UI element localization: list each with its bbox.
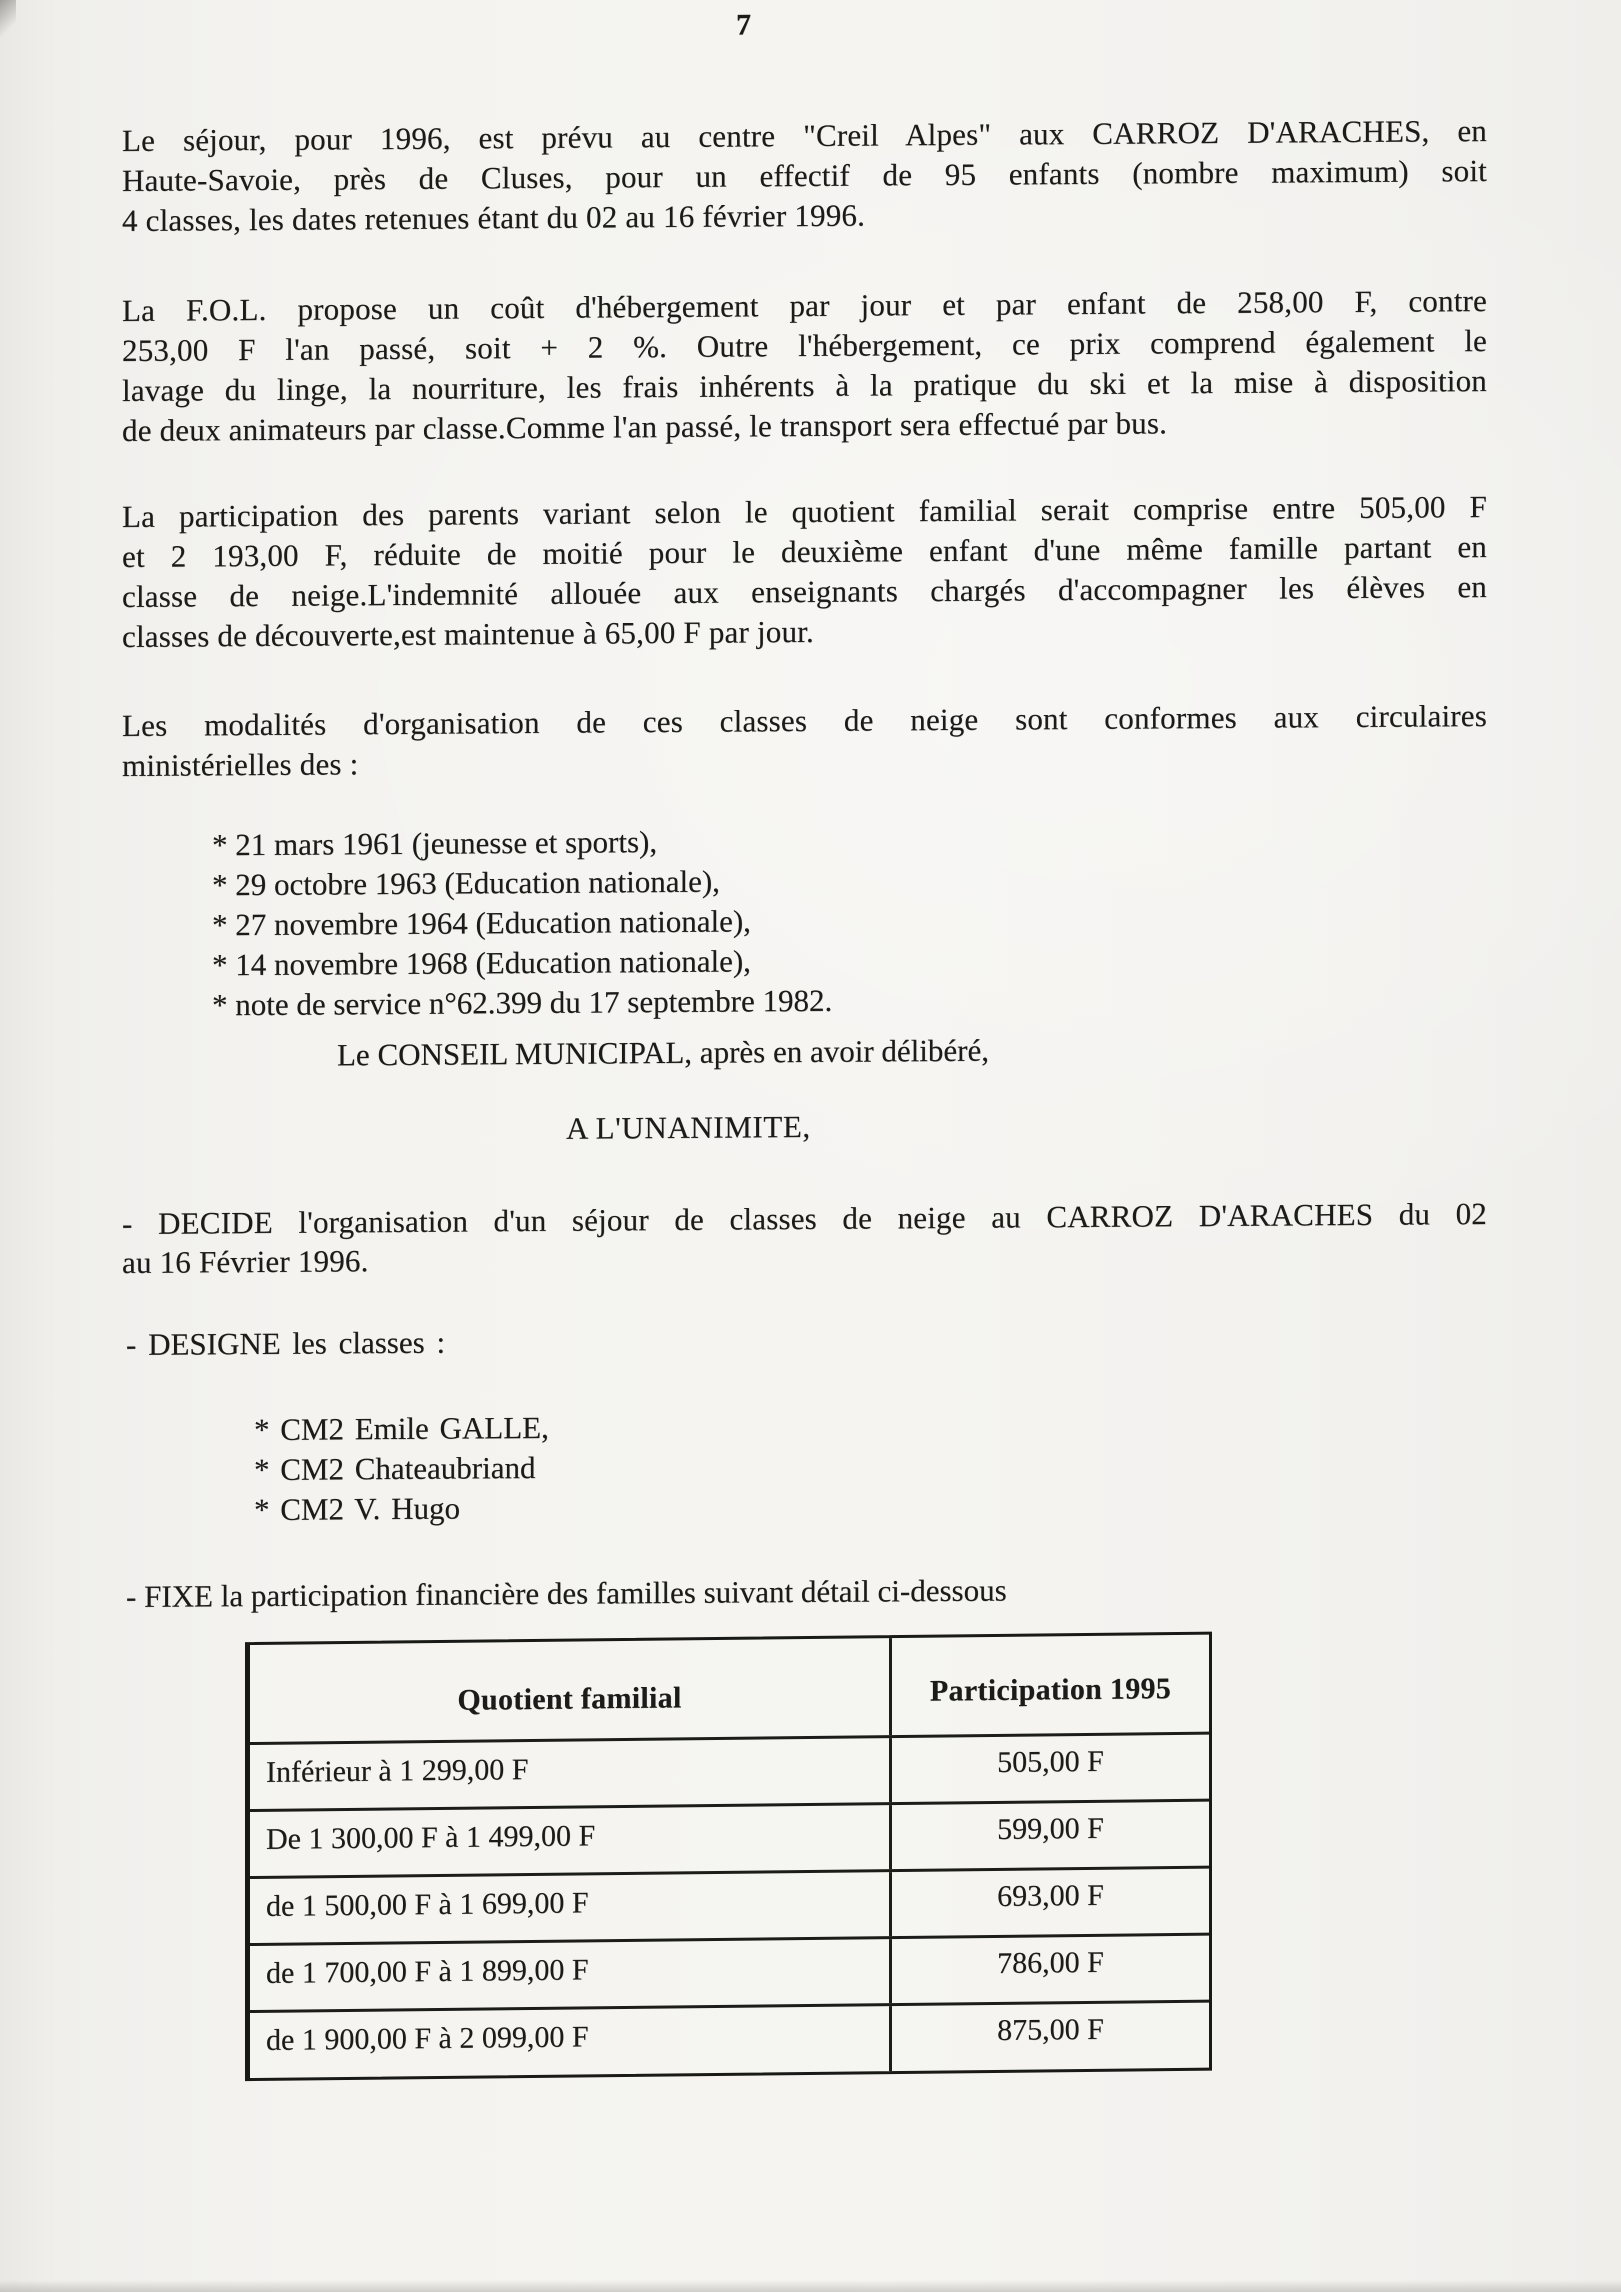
quotient-cell: de 1 700,00 F à 1 899,00 F <box>250 1939 892 2010</box>
class-item-1: * CM2 Emile GALLE, <box>254 1409 549 1448</box>
paragraph-participation-line-2: et 2 193,00 F, réduite de moitié pour le deuxième enfant d'une même famille partant en <box>122 528 1487 574</box>
class-item-3: * CM2 V. Hugo <box>254 1490 460 1528</box>
paragraph-sejour-line-1: Le séjour, pour 1996, est prévu au centre "Creil Alpes" aux CARROZ D'ARACHES, en <box>122 112 1487 158</box>
paragraph-sejour <box>122 111 1487 241</box>
circular-item-1: * 21 mars 1961 (jeunesse et sports), <box>212 824 658 863</box>
paragraph-modalites-line-2: ministérielles des : <box>122 746 359 783</box>
paragraph-fol-line-2: 253,00 F l'an passé, soit + 2 %. Outre l'hébergement, ce prix comprend également le <box>122 322 1487 368</box>
council-deliberation-line: Le CONSEIL MUNICIPAL, après en avoir délibéré, <box>337 1032 989 1073</box>
quotient-cell: De 1 300,00 F à 1 499,00 F <box>250 1805 892 1876</box>
paragraph-sejour-line-3: 4 classes, les dates retenues étant du 02 au 16 février 1996. <box>122 197 866 238</box>
unanimity-line: A L'UNANIMITE, <box>566 1108 811 1146</box>
participation-table <box>245 1632 1212 2081</box>
paragraph-sejour-line-2: Haute-Savoie, près de Cluses, pour un effectif de 95 enfants (nombre maximum) soit <box>122 152 1487 198</box>
table-row <box>250 2000 1209 2078</box>
table-row <box>250 1732 1209 1809</box>
participation-cell: 505,00 F <box>997 1744 1104 1779</box>
paragraph-fol-line-4: de deux animateurs par classe.Comme l'an passé, le transport sera effectué par bus. <box>122 405 1168 448</box>
paragraph-modalites-line-1: Les modalités d'organisation de ces classes de neige sont conformes aux circulaires <box>122 697 1487 743</box>
table-row <box>250 1933 1209 2010</box>
paragraph-decide <box>122 1194 1487 1282</box>
paragraph-fol <box>122 281 1487 451</box>
circular-item-3: * 27 novembre 1964 (Education nationale), <box>212 903 751 943</box>
classes-list <box>254 1408 549 1530</box>
table-row <box>250 1866 1209 1943</box>
fixe-line: - FIXE la participation financière des familles suivant détail ci-dessous <box>126 1572 1007 1614</box>
participation-cell: 786,00 F <box>997 1945 1104 1980</box>
paragraph-participation <box>122 487 1487 657</box>
circular-item-5: * note de service n°62.399 du 17 septembre 1982. <box>212 982 833 1023</box>
page-number: 7 <box>736 8 752 42</box>
quotient-cell: de 1 900,00 F à 2 099,00 F <box>250 2006 892 2078</box>
paragraph-participation-line-3: classe de neige.L'indemnité allouée aux enseignants chargés d'accompagner les élèves en <box>122 568 1487 614</box>
paragraph-decide-line-2: au 16 Février 1996. <box>122 1243 369 1280</box>
participation-cell: 875,00 F <box>997 2012 1104 2047</box>
paragraph-fol-line-3: lavage du linge, la nourriture, les frais inhérents à la pratique du ski et la mise à disposition <box>122 362 1487 408</box>
quotient-cell: de 1 500,00 F à 1 699,00 F <box>250 1872 892 1943</box>
table-header-quotient: Quotient familial <box>250 1638 892 1742</box>
participation-cell: 599,00 F <box>997 1811 1104 1846</box>
table-header-participation: Participation 1995 <box>929 1672 1172 1708</box>
paragraph-decide-line-1: - DECIDE l'organisation d'un séjour de classes de neige au CARROZ D'ARACHES du 02 <box>122 1195 1487 1241</box>
table-row <box>250 1799 1209 1876</box>
paragraph-fol-line-1: La F.O.L. propose un coût d'hébergement par jour et par enfant de 258,00 F, contre <box>122 282 1487 328</box>
paragraph-participation-line-1: La participation des parents variant selon le quotient familial serait comprise entre 505,00 F <box>122 488 1487 534</box>
table-header-row <box>250 1635 1209 1742</box>
paragraph-modalites <box>122 696 1487 786</box>
circulars-list <box>212 821 832 1026</box>
circular-item-4: * 14 novembre 1968 (Education nationale), <box>212 943 751 983</box>
class-item-2: * CM2 Chateaubriand <box>254 1449 536 1488</box>
designe-line: - DESIGNE les classes : <box>126 1324 446 1362</box>
paragraph-participation-line-4: classes de découverte,est maintenue à 65,00 F par jour. <box>122 613 814 654</box>
quotient-cell: Inférieur à 1 299,00 F <box>250 1738 892 1809</box>
circular-item-2: * 29 octobre 1963 (Education nationale), <box>212 863 720 903</box>
participation-cell: 693,00 F <box>997 1878 1104 1913</box>
